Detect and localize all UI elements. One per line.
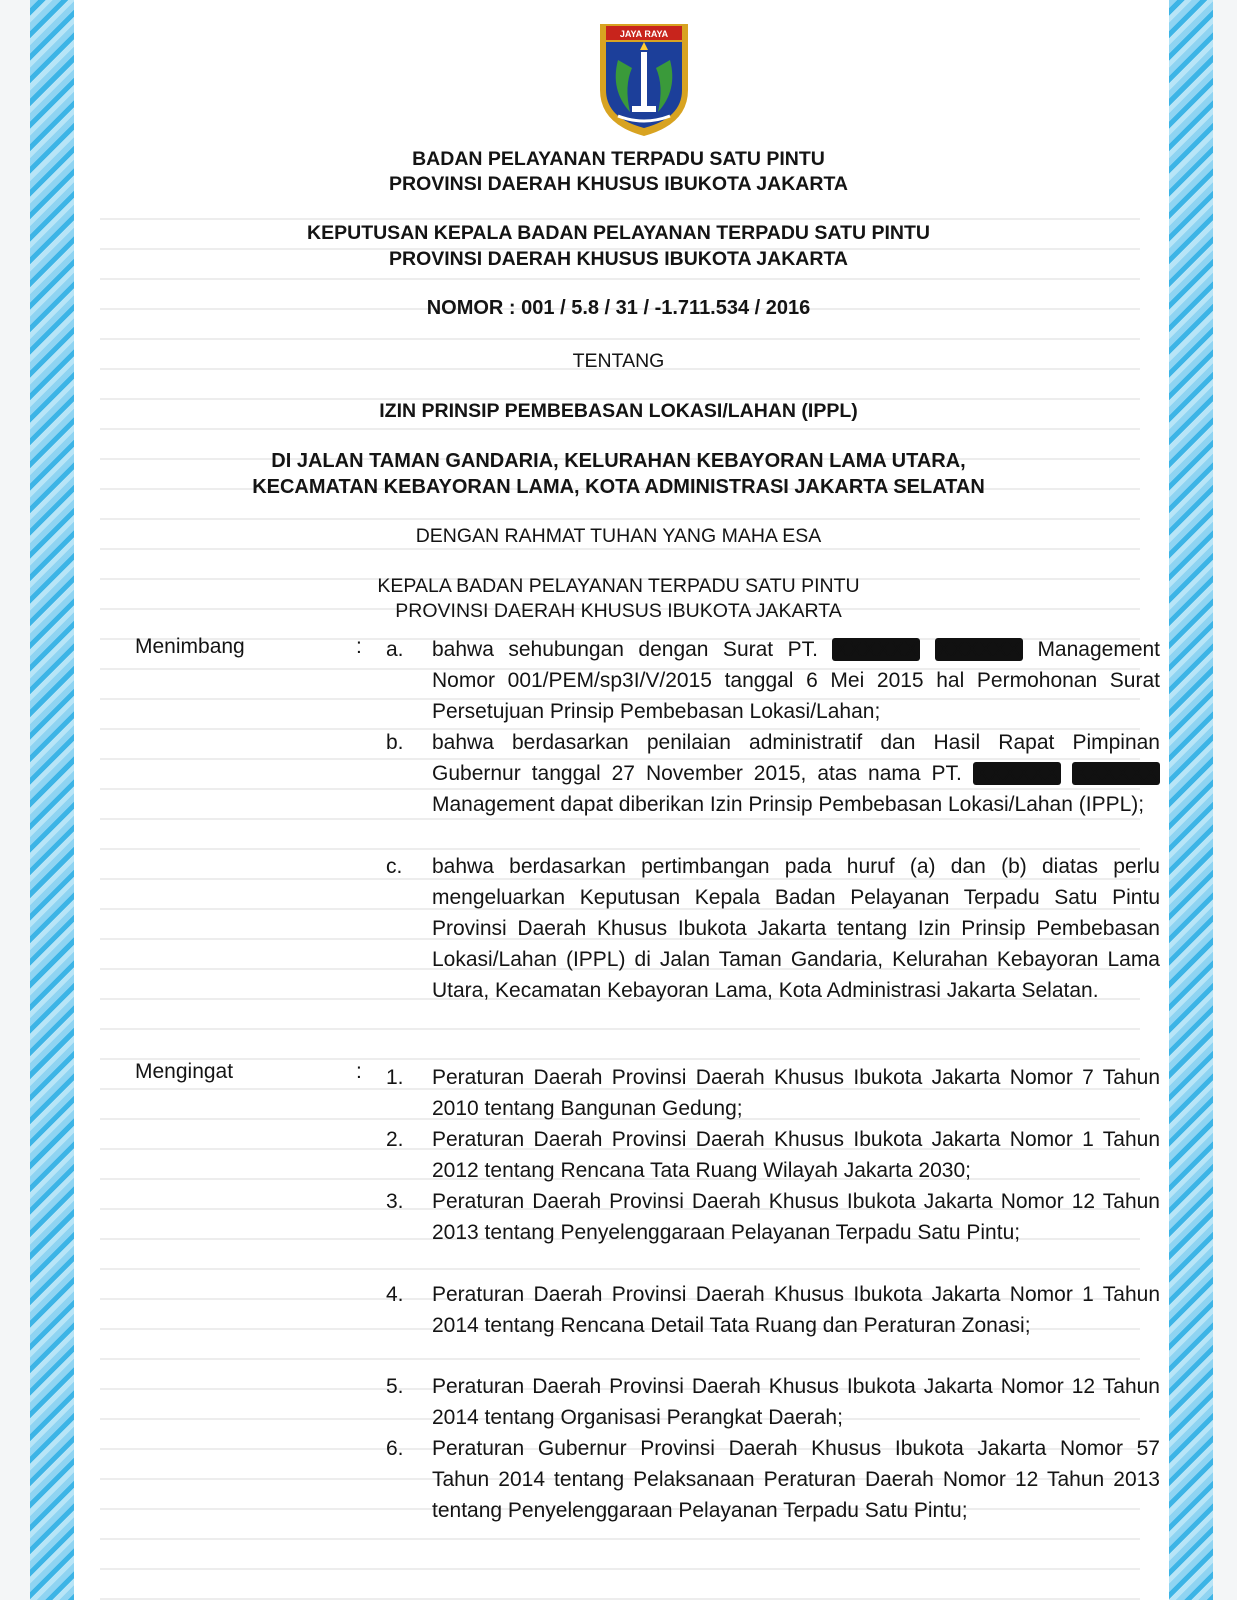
mengingat-5-mark: 5. bbox=[386, 1375, 404, 1398]
menimbang-label: Menimbang bbox=[135, 635, 245, 658]
mengingat-6-text: Peraturan Gubernur Provinsi Daerah Khusus Ibukota Jakarta Nomor 57 Tahun 2014 tentang Pelaksanaan Peraturan Daerah Nomor 12 Tahun 2013 tentang Penyelenggaraan Pelayanan Terpadu Satu Pintu; bbox=[432, 1437, 1160, 1522]
org-name-line1: BADAN PELAYANAN TERPADU SATU PINTU bbox=[412, 148, 825, 170]
redacted-company-name: XXXXXX bbox=[936, 638, 1021, 661]
menimbang-c-text: bahwa berdasarkan pertimbangan pada huruf (a) dan (b) diatas perlu mengeluarkan Keputusan Kepala Badan Pelayanan Terpadu Satu Pintu Provinsi Daerah Khusus Ibukota Jakarta tentang Izin Prinsip Pembebasan Lokasi/Lahan (IPPL) di Jalan Taman Gandaria, Kelurahan Kebayoran Lama Utara, Kecamatan Kebayoran Lama, Kota Administrasi Jakarta Selatan. bbox=[432, 855, 1160, 1002]
jakarta-emblem-icon bbox=[596, 20, 692, 138]
mengingat-label: Mengingat bbox=[135, 1060, 234, 1083]
kepala-line2: PROVINSI DAERAH KHUSUS IBUKOTA JAKARTA bbox=[395, 600, 842, 622]
redacted-company-name: XXXXXX bbox=[974, 762, 1059, 785]
decree-number: NOMOR : 001 / 5.8 / 31 / -1.711.534 / 2016 bbox=[426, 297, 811, 319]
mengingat-2-text: Peraturan Daerah Provinsi Daerah Khusus Ibukota Jakarta Nomor 1 Tahun 2012 tentang Rencana Tata Ruang Wilayah Jakarta 2030; bbox=[432, 1128, 1160, 1182]
decree-subject: IZIN PRINSIP PEMBEBASAN LOKASI/LAHAN (IPPL) bbox=[379, 400, 858, 422]
kepala-line1: KEPALA BADAN PELAYANAN TERPADU SATU PINTU bbox=[377, 575, 860, 597]
tentang-heading: TENTANG bbox=[572, 350, 665, 372]
mengingat-6-mark: 6. bbox=[386, 1437, 404, 1460]
svg-text:JAYA RAYA: JAYA RAYA bbox=[619, 29, 669, 39]
redacted-company-name: XXXXXX bbox=[834, 638, 919, 661]
decree-title-line1: KEPUTUSAN KEPALA BADAN PELAYANAN TERPADU SATU PINTU bbox=[307, 222, 930, 244]
mengingat-1-text: Peraturan Daerah Provinsi Daerah Khusus Ibukota Jakarta Nomor 7 Tahun 2010 tentang Bangunan Gedung; bbox=[432, 1066, 1160, 1120]
rahmat-line: DENGAN RAHMAT TUHAN YANG MAHA ESA bbox=[415, 525, 822, 547]
mengingat-4-mark: 4. bbox=[386, 1283, 404, 1306]
redacted-company-name: XXXXXX bbox=[1073, 762, 1158, 785]
menimbang-b-text: bahwa berdasarkan penilaian administratif dan Hasil Rapat Pimpinan Gubernur tanggal 27 November 2015, atas nama PT. XXXXXX XXXXXX Management dapat diberikan Izin Prinsip Pembebasan Lokasi/Lahan (IPPL); bbox=[432, 731, 1160, 816]
menimbang-a-mark: a. bbox=[386, 638, 404, 661]
mengingat-colon: : bbox=[356, 1060, 362, 1083]
location-line1: DI JALAN TAMAN GANDARIA, KELURAHAN KEBAYORAN LAMA UTARA, bbox=[271, 450, 966, 472]
org-name-line2: PROVINSI DAERAH KHUSUS IBUKOTA JAKARTA bbox=[389, 173, 848, 195]
mengingat-3-mark: 3. bbox=[386, 1190, 404, 1213]
menimbang-a-text: bahwa sehubungan dengan Surat PT. XXXXXX XXXXXX Management Nomor 001/PEM/sp3I/V/2015 tanggal 6 Mei 2015 hal Permohonan Surat Persetujuan Prinsip Pembebasan Lokasi/Lahan; bbox=[432, 638, 1161, 723]
mengingat-1-mark: 1. bbox=[386, 1066, 404, 1089]
location-line2: KECAMATAN KEBAYORAN LAMA, KOTA ADMINISTRASI JAKARTA SELATAN bbox=[252, 476, 985, 498]
mengingat-3-text: Peraturan Daerah Provinsi Daerah Khusus Ibukota Jakarta Nomor 12 Tahun 2013 tentang Penyelenggaraan Pelayanan Terpadu Satu Pintu; bbox=[432, 1190, 1160, 1244]
menimbang-colon: : bbox=[356, 635, 362, 658]
mengingat-4-text: Peraturan Daerah Provinsi Daerah Khusus Ibukota Jakarta Nomor 1 Tahun 2014 tentang Rencana Detail Tata Ruang dan Peraturan Zonasi; bbox=[432, 1283, 1160, 1337]
menimbang-c-mark: c. bbox=[386, 855, 403, 878]
decree-title-line2: PROVINSI DAERAH KHUSUS IBUKOTA JAKARTA bbox=[389, 248, 848, 270]
menimbang-b-mark: b. bbox=[386, 731, 404, 754]
mengingat-2-mark: 2. bbox=[386, 1128, 404, 1151]
mengingat-5-text: Peraturan Daerah Provinsi Daerah Khusus Ibukota Jakarta Nomor 12 Tahun 2014 tentang Organisasi Perangkat Daerah; bbox=[432, 1375, 1160, 1429]
